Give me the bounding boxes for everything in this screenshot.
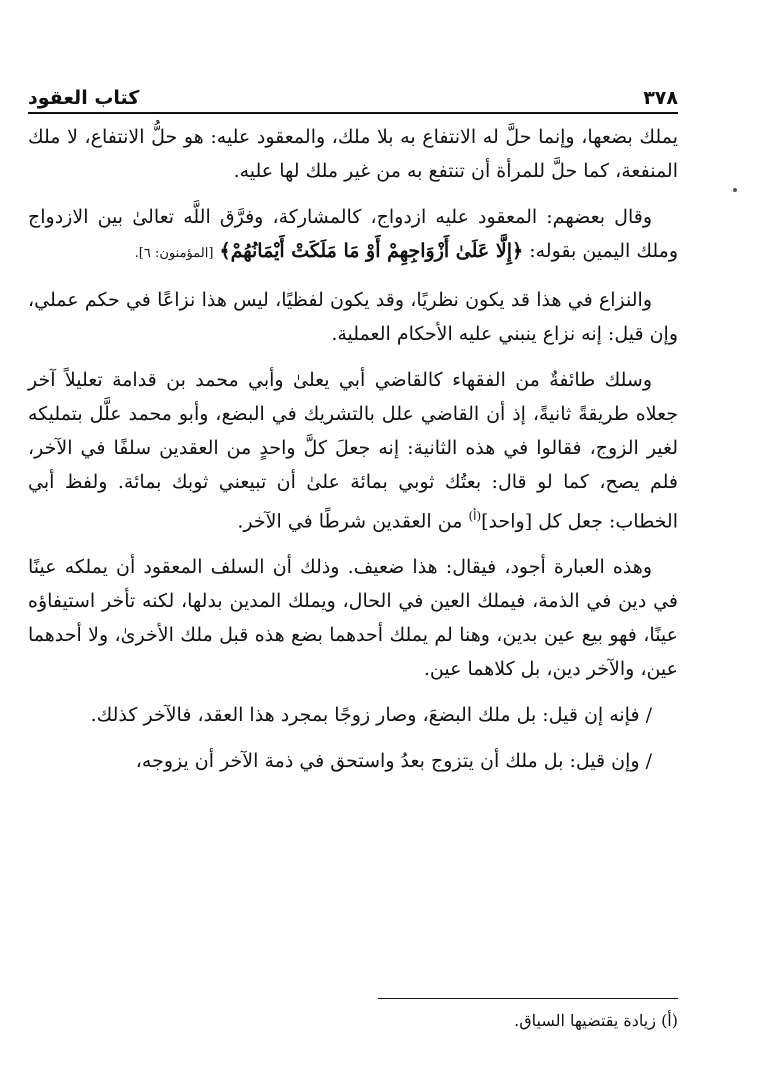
running-header <box>28 80 678 114</box>
paragraph-4 <box>28 363 678 538</box>
page <box>28 80 678 1070</box>
footnote <box>28 1008 678 1034</box>
quran-verse: ﴿إِلَّا عَلَىٰ أَزْوَاجِهِمْ أَوْ مَا مَلَكَتْ أَيْمَانُهُمْ﴾ <box>219 240 524 262</box>
paragraph-1: يملك بضعها، وإنما حلَّ له الانتفاع به بلا ملك، والمعقود عليه: هو حلُّ الانتفاع، لا ملك المنفعة، كما حلَّ للمرأة أن تنتفع به من غير ملك لها عليه. <box>28 126 678 182</box>
paragraph-2-text: وقال بعضهم: المعقود عليه ازدواج، كالمشاركة، وفرَّق اللَّه تعالىٰ بين الازدواج وملك اليمين بقوله: <box>28 206 678 262</box>
paragraph-4-end: من العقدين شرطًا في الآخر. <box>237 510 463 533</box>
running-title: كتاب العقود <box>28 87 140 109</box>
main-text <box>28 120 678 790</box>
page-number: ٣٧٨ <box>643 87 678 109</box>
paragraph-6: / فإنه إن قيل: بل ملك البضعَ، وصار زوجًا بمجرد هذا العقد، فالآخر كذلك. <box>90 704 652 727</box>
paragraph-5: وهذه العبارة أجود، فيقال: هذا ضعيف. وذلك أن السلف المعقود أن يملكه عينًا في دين في الذمة، فيملك العين في الحال، ويملك المدين بدلها، لكنه تأخر استيفاؤه عينًا، فهو بيع عين بدين، وهنا لم يملك أحدهما بضع هذه قبل ملك الأخرىٰ، ولا أحدهما عين، والآخر دين، بل كلاهما عين. <box>28 556 678 681</box>
footnote-text: زيادة يقتضيها السياق. <box>514 1011 656 1030</box>
margin-mark <box>733 188 737 192</box>
paragraph-4-text: وسلك طائفةٌ من الفقهاء كالقاضي أبي يعلىٰ وأبي محمد بن قدامة تعليلاً آخر جعلاه طريقةً ثانيةً، إذ أن القاضي علل بالتشريك في البضع، وأبو محمد علَّل بتمليكه لغير الزوج، فقالوا في هذه الثانية: إنه جعلَ كلَّ واحدٍ من العقدين سلفًا في الآخر، فلم يصح، كما لو قال: بعتُك ثوبي بمائة علىٰ أن تبيعني ثوبك بمائة. ولفظ أبي الخطاب: جعل كل [واحد] <box>28 369 678 533</box>
footnote-reference: (أ) <box>468 509 482 523</box>
paragraph-2 <box>28 200 678 271</box>
quran-citation: [المؤمنون: ٦]. <box>134 246 214 261</box>
footnote-marker: (أ) <box>661 1011 678 1030</box>
paragraph-7: / وإن قيل: بل ملك أن يتزوج بعدُ واستحق في ذمة الآخر أن يزوجه، <box>135 750 652 773</box>
footnote-separator <box>378 998 678 999</box>
paragraph-3: والنزاع في هذا قد يكون نظريًا، وقد يكون لفظيًا، ليس هذا نزاعًا في حكم عملي، وإن قيل: إنه نزاع ينبني عليه الأحكام العملية. <box>28 289 678 345</box>
